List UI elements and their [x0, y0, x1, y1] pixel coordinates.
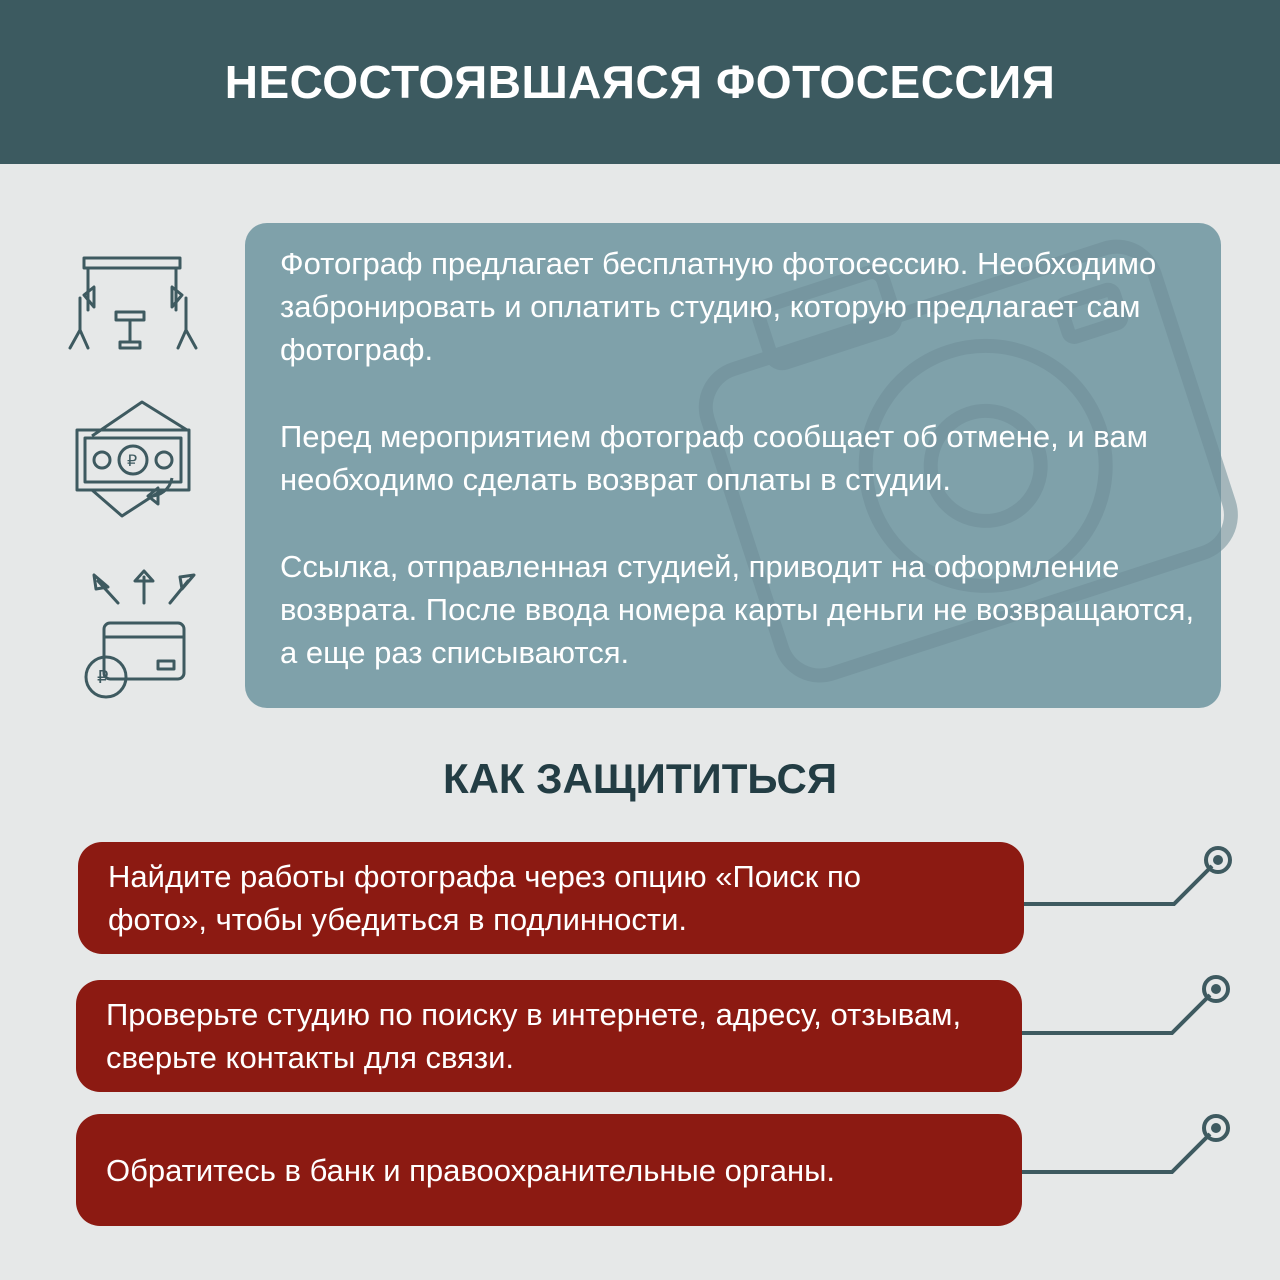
tip-card-3 [76, 1114, 1022, 1226]
tip-card-2 [76, 980, 1022, 1092]
tip-text-1: Найдите работы фотографа через опцию «Поиск по фото», чтобы убедиться в подлинности. [108, 859, 862, 937]
tip-card-1 [78, 842, 1024, 954]
page-title: НЕСОСТОЯВШАЯСЯ ФОТОСЕССИЯ [224, 56, 1056, 108]
tip-connector-3 [1022, 1106, 1238, 1186]
protection-title: КАК ЗАЩИТИТЬСЯ [442, 755, 838, 802]
header-banner [0, 0, 1280, 164]
money-refund-icon [72, 398, 202, 523]
tip-connector-2 [1022, 967, 1238, 1047]
photo-studio-icon [66, 250, 201, 358]
tip-text-2: Проверьте студию по поиску в интернете, адресу, отзывам, сверьте контакты для связи. [106, 997, 962, 1075]
scheme-paragraph-2: Перед мероприятием фотограф сообщает об отмене, и вам необходимо сделать возврат оплаты в студии. [280, 419, 1148, 497]
svg-text:₽: ₽ [97, 667, 109, 688]
tip-text-3: Обратитесь в банк и правоохранительные органы. [106, 1152, 835, 1188]
svg-text:₽: ₽ [127, 451, 138, 470]
scheme-paragraph-3: Ссылка, отправленная студией, приводит на оформление возврата. После ввода номера карты деньги не возвращаются, а еще раз списываются. [280, 549, 1195, 670]
tip-connector-1 [1024, 838, 1240, 918]
card-payment-icon [82, 563, 202, 701]
scheme-paragraph-1: Фотограф предлагает бесплатную фотосессию. Необходимо забронировать и оплатить студию, которую предлагает сам фотограф. [280, 246, 1157, 367]
scheme-text [280, 242, 1210, 718]
